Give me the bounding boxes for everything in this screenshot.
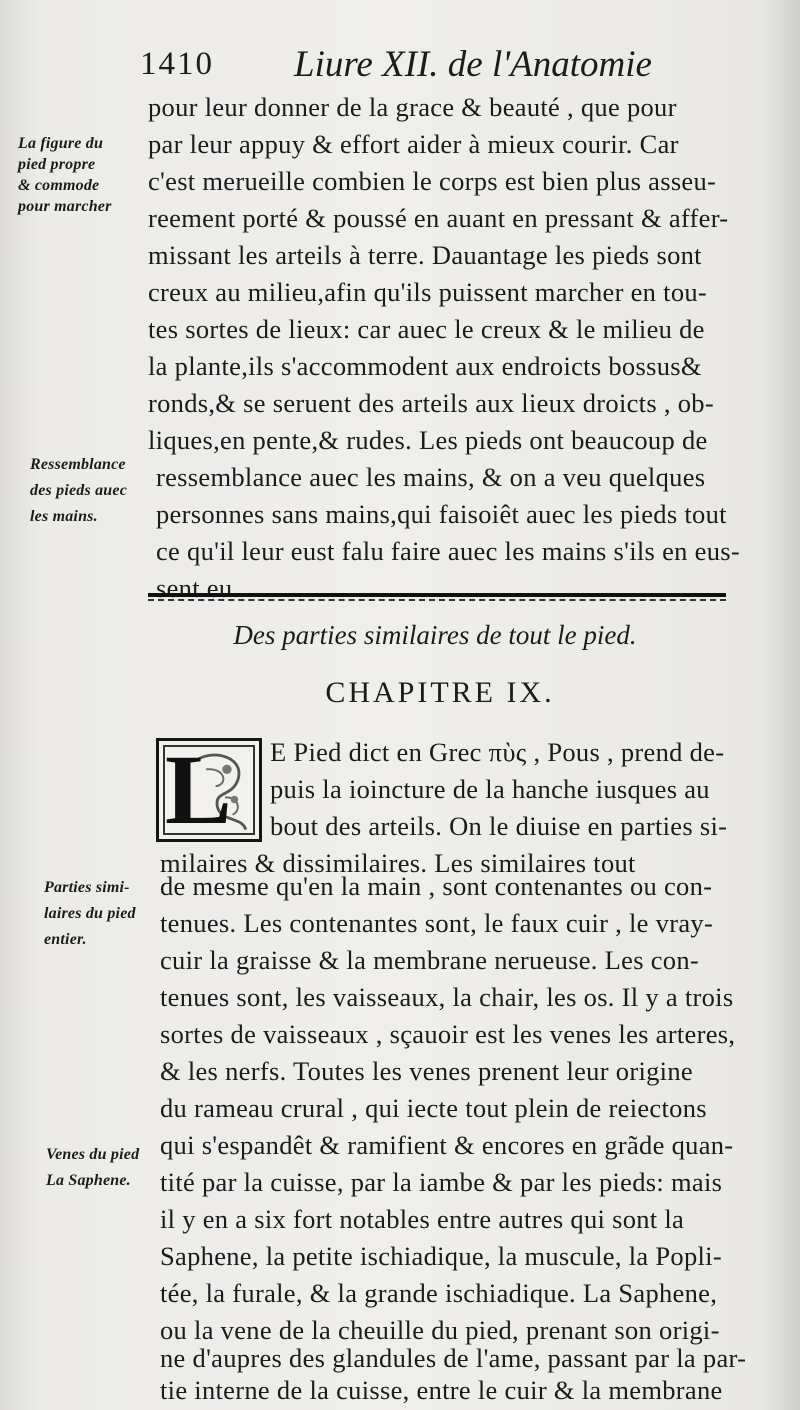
margin-note: Ressemblance xyxy=(30,456,126,473)
text-line: qui s'espandêt & ramifient & encores en grãde quan- xyxy=(160,1130,734,1160)
text-line: tée, la furale, & la grande ischiadique. La Saphene, xyxy=(160,1278,718,1308)
text-line: ou la vene de la cheuille du pied, prenant son origi- xyxy=(160,1315,720,1345)
margin-note: les mains. xyxy=(30,508,98,525)
text-line: sortes de vaisseaux , sçauoir est les venes les arteres, xyxy=(160,1019,736,1049)
margin-note: des pieds auec xyxy=(30,482,128,499)
margin-note: pour marcher xyxy=(18,198,112,215)
margin-note: entier. xyxy=(44,931,87,948)
running-title: Liure XII. de l'Anatomie xyxy=(294,44,652,85)
margin-note: La Saphene. xyxy=(46,1172,131,1189)
text-line: reement porté & poussé en auant en pressant & affer- xyxy=(148,203,729,233)
text-line: tenues. Les contenantes sont, le faux cuir , le vray- xyxy=(160,908,714,938)
margin-note: Parties simi- xyxy=(44,879,130,896)
text-line: pour leur donner de la grace & beauté , que pour xyxy=(148,92,677,122)
text-line: Saphene, la petite ischiadique, la muscule, la Popli- xyxy=(160,1241,722,1271)
text-line: ronds,& se seruent des arteils aux lieux droicts , ob- xyxy=(148,388,714,418)
text-line: tie interne de la cuisse, entre le cuir & la membrane xyxy=(160,1375,723,1405)
text-line: ressemblance auec les mains, & on a veu quelques xyxy=(156,462,706,492)
page-number: 1410 xyxy=(140,46,214,82)
text-line: par leur appuy & effort aider à mieux courir. Car xyxy=(148,129,679,159)
margin-note: Venes du pied xyxy=(46,1146,140,1163)
drop-cap-initial xyxy=(156,738,262,842)
section-heading: Des parties similaires de tout le pied. xyxy=(233,620,637,650)
text-line: la plante,ils s'accommodent aux endroicts bossus& xyxy=(148,351,702,381)
text-line: cuir la graisse & la membrane nerueuse. Les con- xyxy=(160,945,700,975)
text-line: tenues sont, les vaisseaux, la chair, les os. Il y a trois xyxy=(160,982,734,1012)
text-line: milaires & dissimilaires. Les similaires tout xyxy=(160,848,636,878)
text-line: de mesme qu'en la main , sont contenantes ou con- xyxy=(160,871,713,901)
text-line: tes sortes de lieux: car auec le creux & le milieu de xyxy=(148,314,705,344)
chapter-heading: CHAPITRE IX. xyxy=(325,676,555,709)
section-divider xyxy=(148,593,726,601)
text-line: creux au milieu,afin qu'ils puissent marcher en tou- xyxy=(148,277,708,307)
text-line: tité par la cuisse, par la iambe & par les pieds: mais xyxy=(160,1167,723,1197)
text-line: ne d'aupres des glandules de l'ame, passant par la par- xyxy=(160,1343,747,1373)
text-line: personnes sans mains,qui faisoiêt auec les pieds tout xyxy=(156,499,727,529)
margin-note: La figure du xyxy=(18,135,104,152)
text-line: liques,en pente,& rudes. Les pieds ont beaucoup de xyxy=(148,425,708,455)
margin-note: laires du pied xyxy=(44,905,136,922)
margin-note: & commode xyxy=(18,177,100,194)
text-line: & les nerfs. Toutes les venes prenent leur origine xyxy=(160,1056,693,1086)
text-line: bout des arteils. On le diuise en parties si- xyxy=(270,811,728,841)
text-line: ce qu'il leur eust falu faire auec les mains s'ils en eus- xyxy=(156,536,740,566)
text-line: puis la ioincture de la hanche iusques au xyxy=(270,774,710,804)
margin-note: pied propre xyxy=(18,156,96,173)
text-line: du rameau crural , qui iecte tout plein de reiectons xyxy=(160,1093,707,1123)
text-line: il y en a six fort notables entre autres qui sont la xyxy=(160,1204,685,1234)
text-line: sent eu. xyxy=(156,573,240,603)
text-line: E Pied dict en Grec πὺς , Pous , prend de- xyxy=(270,737,725,767)
text-line: missant les arteils à terre. Dauantage les pieds sont xyxy=(148,240,702,270)
drop-cap-letter: L xyxy=(165,738,232,842)
text-line: c'est merueille combien le corps est bien plus asseu- xyxy=(148,166,717,196)
